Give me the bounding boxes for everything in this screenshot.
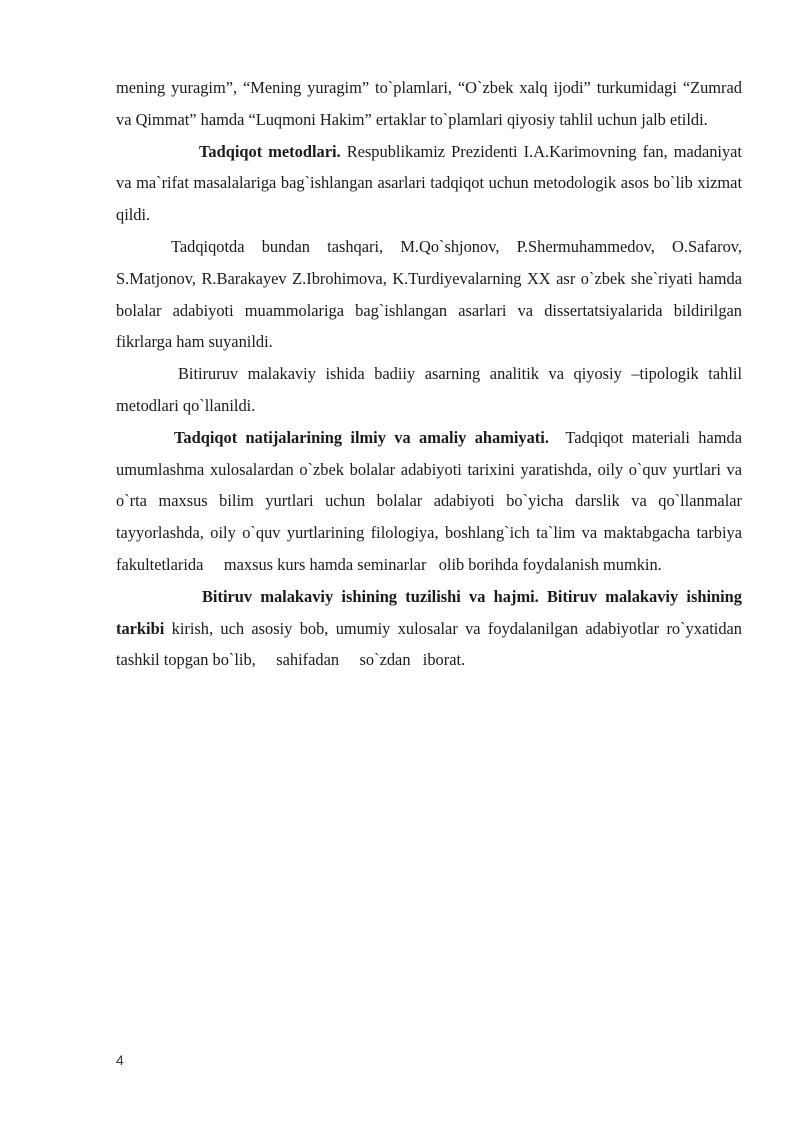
- paragraph-text: mening yuragim”, “Mening yuragim” to`plamlari, “O`zbek xalq ijodi” turkumidagi “Zumrad va Qimmat” hamda “Luqmoni Hakim” ertaklar to`plamlari qiyosiy tahlil uchun jalb etildi.: [116, 78, 742, 129]
- section-heading: Tadqiqot metodlari.: [199, 141, 341, 161]
- paragraph-text: Tadqiqotda bundan tashqari, M.Qo`shjonov, P.Shermuhammedov, O.Safarov, S.Matjonov, R.Barakayev Z.Ibrohimova, K.Turdiyevalarning XX asr o`zbek she`riyati hamda bolalar adabiyoti muammolariga bag`ishlangan asarlari va dissertatsiyalarida bildirilgan fikrlarga ham suyanildi.: [116, 236, 742, 352]
- section-heading: Bitiruv malakaviy ishining tuzilishi va hajmi. Bitiruv malakaviy ishining tarkibi: [116, 586, 742, 638]
- paragraph-text: Respublikamiz Prezidenti I.A.Karimovning fan, madaniyat va ma`rifat masalalariga bag`ishlangan asarlari tadqiqot uchun metodologik asos bo`lib xizmat qildi.: [116, 141, 742, 225]
- document-page: [116, 72, 747, 676]
- paragraph-references: [116, 231, 742, 358]
- paragraph-analysis-methods: [116, 358, 742, 422]
- paragraph-text: Bitiruruv malakaviy ishida badiiy asarning analitik va qiyosiy –tipologik tahlil metodlari qo`llanildi.: [116, 364, 742, 415]
- paragraph-research-methods: [116, 136, 742, 231]
- paragraph-text: kirish, uch asosiy bob, umumiy xulosalar va foydalanilgan adabiyotlar ro`yxatidan tashkil topgan bo`lib, sahifadan so`zdan iborat.: [116, 618, 747, 670]
- section-heading: Tadqiqot natijalarining ilmiy va amaliy ahamiyati.: [174, 427, 549, 447]
- paragraph-text: Tadqiqot materiali hamda umumlashma xulosalardan o`zbek bolalar adabiyoti tarixini yaratishda, oily o`quv yurtlari va o`rta maxsus bilim yurtlari uchun bolalar adabiyoti bo`yicha darslik va qo`llanmalar tayyorlashda, oily o`quv yurtlarining filologiya, boshlang`ich ta`lim va maktabgacha tarbiya fakultetlarida maxsus kurs hamda seminarlar olib borihda foydalanish mumkin.: [116, 427, 747, 574]
- page-number: 4: [116, 1052, 124, 1068]
- paragraph-structure: [116, 581, 747, 676]
- paragraph-sources: [116, 72, 742, 136]
- paragraph-significance: [116, 422, 747, 581]
